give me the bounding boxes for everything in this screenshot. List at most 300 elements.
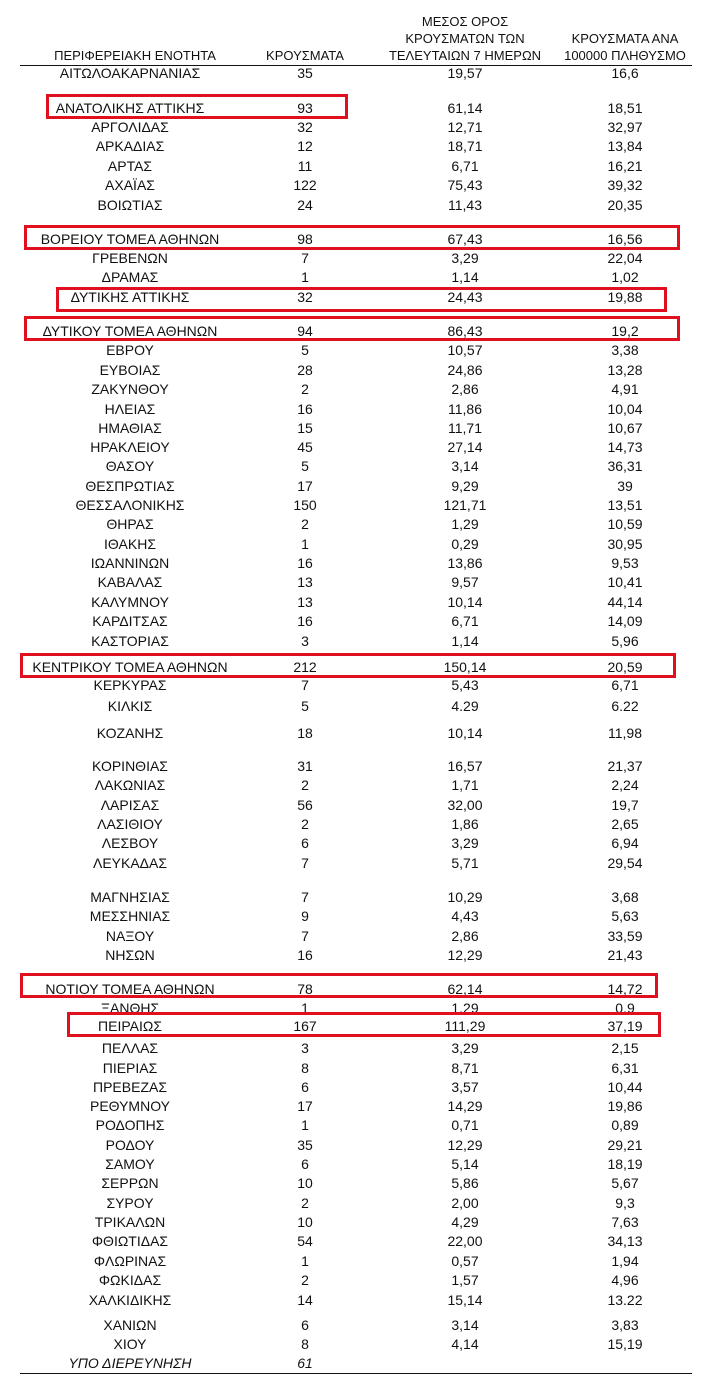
per-100k-cell: 33,59 <box>607 928 643 944</box>
cases-cell: 3 <box>301 633 309 649</box>
per-100k-cell: 18,19 <box>607 1156 643 1172</box>
per-100k-cell: 37,19 <box>607 1018 643 1034</box>
per-100k-cell: 5,63 <box>611 908 639 924</box>
avg-7-days-cell: 3,29 <box>451 1040 479 1056</box>
per-100k-cell: 1,02 <box>611 269 639 285</box>
per-100k-cell: 6,94 <box>611 835 639 851</box>
cases-cell: 6 <box>301 1317 309 1333</box>
per-100k-cell: 14,73 <box>607 439 643 455</box>
avg-7-days-cell: 5,14 <box>451 1156 479 1172</box>
avg-7-days-cell: 10,29 <box>447 889 483 905</box>
cases-cell: 2 <box>301 816 309 832</box>
per-100k-cell: 4,91 <box>611 381 639 397</box>
highlight-box <box>24 316 680 341</box>
per-100k-cell: 19,2 <box>611 323 639 339</box>
avg-7-days-cell: 3,14 <box>451 458 479 474</box>
per-100k-cell: 2,24 <box>611 777 639 793</box>
avg-7-days-cell: 1,29 <box>451 1000 479 1016</box>
avg-7-days-cell: 9,57 <box>451 574 479 590</box>
cases-cell: 7 <box>301 889 309 905</box>
table-row <box>0 268 712 287</box>
region-cell: ΑΝΑΤΟΛΙΚΗΣ ΑΤΤΙΚΗΣ <box>55 100 205 116</box>
header-avg-line-1: ΜΕΣΟΣ ΟΡΟΣ <box>421 14 509 29</box>
highlight-box <box>46 94 348 119</box>
table-row <box>0 946 712 965</box>
region-cell: ΒΟΙΩΤΙΑΣ <box>97 197 163 213</box>
footer-region: ΥΠΟ ΔΙΕΡΕΥΝΗΣΗ <box>68 1355 192 1371</box>
cases-cell: 35 <box>297 65 313 81</box>
per-100k-cell: 11,98 <box>608 725 642 741</box>
per-100k-cell: 20,59 <box>607 659 643 675</box>
cases-cell: 1 <box>301 1253 309 1269</box>
per-100k-cell: 19,7 <box>611 797 639 813</box>
footer-divider <box>20 1373 692 1374</box>
per-100k-cell: 16,56 <box>607 231 643 247</box>
region-cell: ΗΛΕΙΑΣ <box>104 401 156 417</box>
table-row <box>0 554 712 573</box>
table-row <box>0 776 712 795</box>
cases-cell: 35 <box>297 1137 313 1153</box>
cases-cell: 16 <box>297 555 313 571</box>
cases-cell: 17 <box>297 1098 313 1114</box>
header-avg-line-2: ΚΡΟΥΣΜΑΤΩΝ ΤΩΝ <box>405 31 525 46</box>
avg-7-days-cell: 12,71 <box>447 119 483 135</box>
cases-cell: 16 <box>297 401 313 417</box>
header-avg-line-3: ΤΕΛΕΥΤΑΙΩΝ 7 ΗΜΕΡΩΝ <box>388 48 542 63</box>
table-row <box>0 815 712 834</box>
highlight-box <box>24 225 680 250</box>
cases-cell: 16 <box>297 613 313 629</box>
header-per-100k <box>550 30 700 64</box>
per-100k-cell: 16,6 <box>611 65 639 81</box>
avg-7-days-cell: 1,71 <box>451 777 479 793</box>
avg-7-days-cell: 27,14 <box>447 439 483 455</box>
header-per100k-line-2: 100000 ΠΛΗΘΥΣΜΟ <box>564 48 686 63</box>
region-cell: ΒΟΡΕΙΟΥ ΤΟΜΕΑ ΑΘΗΝΩΝ <box>40 231 220 247</box>
per-100k-cell: 9,53 <box>611 555 639 571</box>
region-cell: ΗΡΑΚΛΕΙΟΥ <box>90 439 170 455</box>
cases-cell: 13 <box>297 594 313 610</box>
table-row <box>0 157 712 176</box>
table-row <box>0 118 712 137</box>
per-100k-cell: 5,67 <box>611 1175 639 1191</box>
table-row <box>0 1291 712 1310</box>
per-100k-cell: 10,41 <box>607 574 643 590</box>
table-row <box>0 757 712 776</box>
table-row <box>0 535 712 554</box>
table-row <box>0 400 712 419</box>
avg-7-days-cell: 16,57 <box>447 758 483 774</box>
region-cell: ΠΕΛΛΑΣ <box>101 1040 159 1056</box>
table-row <box>0 1136 712 1155</box>
cases-cell: 122 <box>293 177 317 193</box>
table-row <box>0 632 712 651</box>
highlight-box <box>20 653 676 678</box>
table-row <box>0 593 712 612</box>
avg-7-days-cell: 5,43 <box>451 677 479 693</box>
per-100k-cell: 36,31 <box>607 458 643 474</box>
cases-cell: 16 <box>297 947 313 963</box>
cases-cell: 8 <box>301 1336 309 1352</box>
per-100k-cell: 30,95 <box>607 536 643 552</box>
per-100k-cell: 0,89 <box>611 1117 639 1133</box>
avg-7-days-cell: 4,14 <box>451 1336 479 1352</box>
cases-cell: 2 <box>301 381 309 397</box>
cases-cell: 7 <box>301 677 309 693</box>
avg-7-days-cell: 22,00 <box>447 1233 483 1249</box>
avg-7-days-cell: 8,71 <box>451 1060 479 1076</box>
cases-cell: 9 <box>301 908 309 924</box>
region-cell: ΑΡΓΟΛΙΔΑΣ <box>91 119 169 135</box>
per-100k-cell: 19,88 <box>607 289 643 305</box>
table-row <box>0 1335 712 1354</box>
region-cell: ΝΑΞΟΥ <box>105 928 155 944</box>
per-100k-cell: 3,68 <box>611 889 639 905</box>
per-100k-cell: 5,96 <box>611 633 639 649</box>
cases-cell: 6 <box>301 1156 309 1172</box>
per-100k-cell: 13,84 <box>607 138 643 154</box>
region-cell: ΛΑΣΙΘΙΟΥ <box>97 816 163 832</box>
cases-cell: 24 <box>297 197 313 213</box>
per-100k-cell: 13.22 <box>607 1292 643 1308</box>
cases-cell: 14 <box>297 1292 313 1308</box>
avg-7-days-cell: 4,29 <box>451 1214 479 1230</box>
per-100k-cell: 29,54 <box>607 855 643 871</box>
region-cell: ΘΕΣΠΡΩΤΙΑΣ <box>85 478 175 494</box>
avg-7-days-cell: 0,57 <box>451 1253 479 1269</box>
region-cell: ΔΥΤΙΚΗΣ ΑΤΤΙΚΗΣ <box>70 289 190 305</box>
avg-7-days-cell: 1,57 <box>451 1272 479 1288</box>
region-cell: ΠΕΙΡΑΙΩΣ <box>98 1018 162 1034</box>
cases-cell: 56 <box>297 797 313 813</box>
per-100k-cell: 15,19 <box>607 1336 643 1352</box>
avg-7-days-cell: 10,14 <box>447 725 483 741</box>
cases-cell: 6 <box>301 1079 309 1095</box>
region-cell: ΡΟΔΟΠΗΣ <box>95 1117 165 1133</box>
cases-cell: 5 <box>301 342 309 358</box>
header-region: ΠΕΡΙΦΕΡΕΙΑΚΗ ΕΝΟΤΗΤΑ <box>54 48 216 63</box>
avg-7-days-cell: 12,29 <box>447 1137 483 1153</box>
cases-cell: 1 <box>301 1000 309 1016</box>
avg-7-days-cell: 3,14 <box>451 1317 479 1333</box>
avg-7-days-cell: 86,43 <box>447 323 483 339</box>
per-100k-cell: 20,35 <box>607 197 643 213</box>
region-cell: ΖΑΚΥΝΘΟΥ <box>91 381 169 397</box>
cases-cell: 18 <box>297 725 313 741</box>
avg-7-days-cell: 1,14 <box>451 269 479 285</box>
avg-7-days-cell: 75,43 <box>447 177 483 193</box>
cases-cell: 32 <box>297 119 313 135</box>
footer-row <box>0 1354 712 1373</box>
avg-7-days-cell: 0,71 <box>451 1117 479 1133</box>
avg-7-days-cell: 3,57 <box>451 1079 479 1095</box>
per-100k-cell: 13,28 <box>607 362 643 378</box>
per-100k-cell: 21,43 <box>607 947 643 963</box>
avg-7-days-cell: 11,43 <box>448 197 482 213</box>
table-row <box>0 176 712 195</box>
table-row <box>0 573 712 592</box>
per-100k-cell: 7,63 <box>611 1214 639 1230</box>
table-row <box>0 1271 712 1290</box>
cases-cell: 28 <box>297 362 313 378</box>
header-avg-7-days <box>380 13 550 64</box>
per-100k-cell: 13,51 <box>607 497 643 513</box>
avg-7-days-cell: 24,86 <box>447 362 483 378</box>
avg-7-days-cell: 12,29 <box>447 947 483 963</box>
table-row <box>0 361 712 380</box>
cases-cell: 7 <box>301 928 309 944</box>
avg-7-days-cell: 13,86 <box>447 555 483 571</box>
avg-7-days-cell: 10,14 <box>447 594 483 610</box>
per-100k-cell: 39 <box>617 478 633 494</box>
region-cell: ΚΑΣΤΟΡΙΑΣ <box>91 633 169 649</box>
table-row <box>0 1252 712 1271</box>
region-cell: ΗΜΑΘΙΑΣ <box>98 420 162 436</box>
region-cell: ΧΑΛΚΙΔΙΚΗΣ <box>88 1292 172 1308</box>
table-row <box>0 796 712 815</box>
per-100k-cell: 14,72 <box>607 981 643 997</box>
cases-cell: 1 <box>301 536 309 552</box>
table-row <box>0 854 712 873</box>
region-cell: ΧΑΝΙΩΝ <box>103 1317 157 1333</box>
cases-cell: 3 <box>301 1040 309 1056</box>
region-cell: ΙΩΑΝΝΙΝΩΝ <box>90 555 170 571</box>
table-row <box>0 515 712 534</box>
header-per100k-line-1: ΚΡΟΥΣΜΑΤΑ ΑΝΑ <box>571 31 679 46</box>
cases-cell: 11 <box>297 158 313 174</box>
cases-cell: 7 <box>301 855 309 871</box>
cases-cell: 212 <box>293 659 317 675</box>
avg-7-days-cell: 1,29 <box>451 516 479 532</box>
per-100k-cell: 22,04 <box>607 250 643 266</box>
table-row <box>0 1213 712 1232</box>
avg-7-days-cell: 0,29 <box>451 536 479 552</box>
per-100k-cell: 2,65 <box>611 816 639 832</box>
cases-cell: 78 <box>297 981 313 997</box>
footer-cases: 61 <box>297 1355 313 1371</box>
table-row <box>0 724 712 743</box>
cases-cell: 32 <box>297 289 313 305</box>
region-cell: ΡΕΘΥΜΝΟΥ <box>89 1098 170 1114</box>
table-row <box>0 1155 712 1174</box>
per-100k-cell: 39,32 <box>607 177 643 193</box>
per-100k-cell: 3,83 <box>611 1317 639 1333</box>
region-cell: ΦΩΚΙΔΑΣ <box>98 1272 162 1288</box>
table-row <box>0 64 712 83</box>
avg-7-days-cell: 121,71 <box>443 497 487 513</box>
cases-cell: 15 <box>297 420 313 436</box>
table-row <box>0 1316 712 1335</box>
cases-cell: 7 <box>301 250 309 266</box>
cases-cell: 1 <box>301 1117 309 1133</box>
region-cell: ΦΘΙΩΤΙΔΑΣ <box>91 1233 169 1249</box>
avg-7-days-cell: 2,86 <box>451 928 479 944</box>
table-row <box>0 196 712 215</box>
region-cell: ΝΟΤΙΟΥ ΤΟΜΕΑ ΑΘΗΝΩΝ <box>45 981 215 997</box>
per-100k-cell: 2,15 <box>611 1040 639 1056</box>
cases-cell: 98 <box>297 231 313 247</box>
region-cell: ΘΕΣΣΑΛΟΝΙΚΗΣ <box>75 497 185 513</box>
per-100k-cell: 10,44 <box>607 1079 643 1095</box>
region-cell: ΣΑΜΟΥ <box>105 1156 155 1172</box>
avg-7-days-cell: 4,43 <box>451 908 479 924</box>
avg-7-days-cell: 11,86 <box>448 401 482 417</box>
avg-7-days-cell: 150,14 <box>443 659 487 675</box>
table-row <box>0 1232 712 1251</box>
region-cell: ΑΙΤΩΛΟΑΚΑΡΝΑΝΙΑΣ <box>59 65 201 81</box>
per-100k-cell: 29,21 <box>607 1137 643 1153</box>
avg-7-days-cell: 1,86 <box>451 816 479 832</box>
region-cell: ΓΡΕΒΕΝΩΝ <box>92 250 168 266</box>
cases-cell: 2 <box>301 1195 309 1211</box>
per-100k-cell: 0,9 <box>615 1000 635 1016</box>
cases-cell: 8 <box>301 1060 309 1076</box>
table-row <box>0 1039 712 1058</box>
region-cell: ΜΕΣΣΗΝΙΑΣ <box>89 908 171 924</box>
per-100k-cell: 10,04 <box>607 401 643 417</box>
region-cell: ΘΗΡΑΣ <box>106 516 154 532</box>
avg-7-days-cell: 111,29 <box>444 1018 486 1034</box>
cases-cell: 10 <box>297 1214 313 1230</box>
per-100k-cell: 14,09 <box>607 613 643 629</box>
per-100k-cell: 32,97 <box>607 119 643 135</box>
region-cell: ΚΟΡΙΝΘΙΑΣ <box>92 758 168 774</box>
region-cell: ΣΕΡΡΩΝ <box>101 1175 159 1191</box>
avg-7-days-cell: 2,86 <box>451 381 479 397</box>
avg-7-days-cell: 1,14 <box>451 633 479 649</box>
cases-cell: 45 <box>297 439 313 455</box>
table-row <box>0 1116 712 1135</box>
cases-cell: 2 <box>301 1272 309 1288</box>
per-100k-cell: 4,96 <box>611 1272 639 1288</box>
table-row <box>0 1174 712 1193</box>
cases-cell: 167 <box>293 1018 317 1034</box>
region-cell: ΜΑΓΝΗΣΙΑΣ <box>90 889 170 905</box>
cases-cell: 5 <box>301 458 309 474</box>
cases-cell: 2 <box>301 777 309 793</box>
avg-7-days-cell: 32,00 <box>447 797 483 813</box>
region-cell: ΕΥΒΟΙΑΣ <box>99 362 161 378</box>
table-row <box>0 1078 712 1097</box>
avg-7-days-cell: 3,29 <box>451 250 479 266</box>
region-cell: ΚΕΝΤΡΙΚΟΥ ΤΟΜΕΑ ΑΘΗΝΩΝ <box>32 659 228 675</box>
avg-7-days-cell: 6,71 <box>451 613 479 629</box>
table-row <box>0 477 712 496</box>
avg-7-days-cell: 3,29 <box>451 835 479 851</box>
per-100k-cell: 44,14 <box>607 594 643 610</box>
region-cell: ΝΗΣΩΝ <box>105 947 155 963</box>
region-cell: ΙΘΑΚΗΣ <box>104 536 156 552</box>
table-row <box>0 419 712 438</box>
per-100k-cell: 34,13 <box>607 1233 643 1249</box>
region-cell: ΛΕΣΒΟΥ <box>101 835 159 851</box>
highlight-box <box>56 287 667 312</box>
region-cell: ΑΡΤΑΣ <box>107 158 153 174</box>
avg-7-days-cell: 6,71 <box>451 158 479 174</box>
region-cell: ΣΥΡΟΥ <box>106 1195 154 1211</box>
table-row <box>0 438 712 457</box>
cases-cell: 150 <box>293 497 317 513</box>
per-100k-cell: 10,67 <box>607 420 643 436</box>
table-row <box>0 1194 712 1213</box>
region-cell: ΔΥΤΙΚΟΥ ΤΟΜΕΑ ΑΘΗΝΩΝ <box>42 323 218 339</box>
per-100k-cell: 6,31 <box>611 1060 639 1076</box>
cases-cell: 1 <box>301 269 309 285</box>
avg-7-days-cell: 19,57 <box>447 65 483 81</box>
cases-cell: 17 <box>297 478 313 494</box>
table-row <box>0 927 712 946</box>
avg-7-days-cell: 67,43 <box>447 231 483 247</box>
per-100k-cell: 10,59 <box>607 516 643 532</box>
avg-7-days-cell: 4.29 <box>451 698 479 714</box>
per-100k-cell: 18,51 <box>607 100 643 116</box>
region-cell: ΠΡΕΒΕΖΑΣ <box>92 1079 167 1095</box>
table-row <box>0 1059 712 1078</box>
region-cell: ΕΒΡΟΥ <box>106 342 154 358</box>
avg-7-days-cell: 10,57 <box>447 342 483 358</box>
region-cell: ΚΕΡΚΥΡΑΣ <box>93 677 167 693</box>
table-row <box>0 341 712 360</box>
region-cell: ΤΡΙΚΑΛΩΝ <box>94 1214 166 1230</box>
per-100k-cell: 21,37 <box>607 758 643 774</box>
table-row <box>0 1097 712 1116</box>
region-cell: ΛΑΡΙΣΑΣ <box>100 797 160 813</box>
highlight-box <box>20 973 658 998</box>
cases-cell: 6 <box>301 835 309 851</box>
table-row <box>0 496 712 515</box>
region-cell: ΑΧΑΪΑΣ <box>105 177 155 193</box>
avg-7-days-cell: 14,29 <box>447 1098 483 1114</box>
avg-7-days-cell: 15,14 <box>447 1292 483 1308</box>
header-cases: ΚΡΟΥΣΜΑΤΑ <box>266 48 344 63</box>
per-100k-cell: 1,94 <box>611 1253 639 1269</box>
avg-7-days-cell: 11,71 <box>448 420 482 436</box>
cases-cell: 5 <box>301 698 309 714</box>
table-row <box>0 137 712 156</box>
avg-7-days-cell: 62,14 <box>447 981 483 997</box>
per-100k-cell: 9,3 <box>615 1195 635 1211</box>
cases-cell: 93 <box>297 100 313 116</box>
region-cell: ΑΡΚΑΔΙΑΣ <box>95 138 165 154</box>
avg-7-days-cell: 61,14 <box>447 100 483 116</box>
region-cell: ΚΙΛΚΙΣ <box>107 698 153 714</box>
per-100k-cell: 19,86 <box>607 1098 643 1114</box>
region-cell: ΚΟΖΑΝΗΣ <box>96 725 164 741</box>
region-cell: ΠΙΕΡΙΑΣ <box>102 1060 158 1076</box>
table-row <box>0 697 712 716</box>
region-cell: ΛΑΚΩΝΙΑΣ <box>94 777 166 793</box>
table-row <box>0 888 712 907</box>
table-row <box>0 380 712 399</box>
region-cell: ΚΑΛΥΜΝΟΥ <box>91 594 169 610</box>
region-cell: ΦΛΩΡΙΝΑΣ <box>93 1253 167 1269</box>
table-row <box>0 612 712 631</box>
cases-cell: 12 <box>297 138 313 154</box>
avg-7-days-cell: 18,71 <box>447 138 483 154</box>
avg-7-days-cell: 9,29 <box>451 478 479 494</box>
region-cell: ΛΕΥΚΑΔΑΣ <box>92 855 168 871</box>
highlight-box <box>67 1012 661 1037</box>
avg-7-days-cell: 2,00 <box>451 1195 479 1211</box>
cases-cell: 10 <box>297 1175 313 1191</box>
cases-cell: 13 <box>297 574 313 590</box>
region-cell: ΘΑΣΟΥ <box>105 458 155 474</box>
cases-cell: 54 <box>297 1233 313 1249</box>
cases-cell: 31 <box>297 758 313 774</box>
per-100k-cell: 16,21 <box>607 158 643 174</box>
table-row <box>0 249 712 268</box>
cases-cell: 94 <box>297 323 313 339</box>
